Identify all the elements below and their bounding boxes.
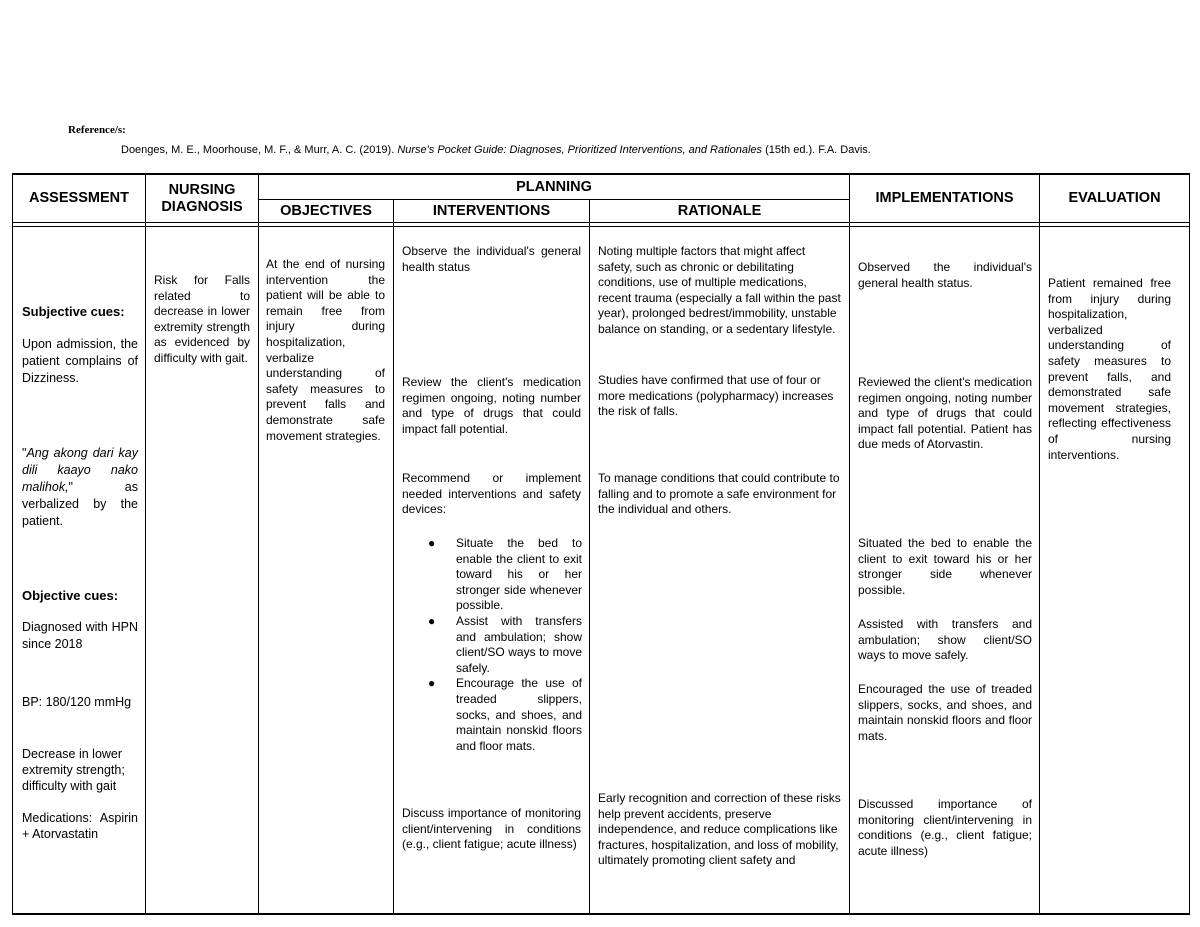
intervention-bullet-1	[402, 536, 582, 614]
header-interventions: INTERVENTIONS	[432, 202, 551, 219]
table-border-header-bottom	[12, 222, 1190, 223]
intervention-3: Recommend or implement needed interventions and safety devices:	[402, 471, 581, 517]
col-line-7	[1189, 173, 1190, 915]
quote-text: Ang akong dari kay dili kaayo nako malihok,	[22, 446, 138, 494]
intervention-bullet-2	[402, 614, 582, 676]
objective-cue-3: Decrease in lower extremity strength; difficulty with gait	[22, 747, 125, 793]
patient-quote: "Ang akong dari kay dili kaayo nako malihok," as verbalized by the patient.	[22, 446, 138, 528]
reference-heading: Reference/s:	[68, 124, 126, 136]
citation-book-title: Nurse's Pocket Guide: Diagnoses, Prioritized Interventions, and Rationales	[397, 144, 763, 156]
subjective-cues-label: Subjective cues:	[22, 304, 125, 319]
implementation-6: Discussed importance of monitoring client/intervening in conditions (e.g., client fatigue; acute illness)	[858, 797, 1032, 858]
header-implementations: IMPLEMENTATIONS	[875, 190, 1014, 206]
col-line-1	[145, 173, 146, 915]
intervention-bullet-3	[402, 676, 582, 754]
intervention-bullet-list	[402, 536, 582, 754]
intervention-4: Discuss importance of monitoring client/intervening in conditions (e.g., client fatigue; acute illness)	[402, 806, 581, 852]
header-objectives: OBJECTIVES	[280, 202, 372, 219]
rationale-2: Studies have confirmed that use of four or more medications (polypharmacy) increases the risk of falls.	[598, 373, 834, 419]
bullet-icon: ●	[428, 613, 436, 628]
subjective-cues-text: Upon admission, the patient complains of Dizziness.	[22, 337, 138, 385]
intervention-1: Observe the individual's general health status	[402, 244, 581, 274]
table-border-bottom	[12, 913, 1190, 915]
rationale-1: Noting multiple factors that might affect safety, such as chronic or debilitating conditions, use of multiple medications, recent trauma (especially a fall within the past year), prolonged bedrest/immobility, unstable balance on standing, or a sedentary lifestyle.	[598, 244, 841, 336]
intervention-bullet-3-text: Encourage the use of treaded slippers, socks, and shoes, and maintain nonskid floors and floor mats.	[456, 676, 582, 753]
implementation-3: Situated the bed to enable the client to exit toward his or her stronger side whenever possible.	[858, 536, 1032, 597]
header-nursing-diagnosis: NURSING DIAGNOSIS	[161, 181, 243, 215]
implementation-4: Assisted with transfers and ambulation; show client/SO ways to move safely.	[858, 617, 1032, 663]
header-evaluation: EVALUATION	[1068, 190, 1161, 206]
evaluation-text: Patient remained free from injury during hospitalization, verbalized understanding of safety measures to prevent falls, and demonstrated safe movement strategies, reflecting effectiveness of nursing interventions.	[1048, 276, 1171, 462]
bullet-icon: ●	[428, 676, 436, 691]
col-line-4	[589, 199, 590, 915]
implementation-1: Observed the individual's general health status.	[858, 260, 1032, 290]
nursing-diagnosis-text: Risk for Falls related to decrease in lower extremity strength as evidenced by difficulty with gait.	[154, 273, 250, 365]
intervention-2: Review the client's medication regimen ongoing, noting number and type of drugs that could impact fall potential.	[402, 375, 581, 436]
col-line-0	[12, 173, 13, 915]
implementation-5: Encouraged the use of treaded slippers, socks, and shoes, and maintain nonskid floors and floor mats.	[858, 682, 1032, 743]
objective-cue-4: Medications: Aspirin + Atorvastatin	[22, 811, 138, 841]
intervention-bullet-1-text: Situate the bed to enable the client to exit toward his or her stronger side whenever possible.	[456, 536, 582, 613]
citation-edition: (15th ed.). F.A. Davis.	[762, 144, 871, 156]
objectives-text: At the end of nursing intervention the patient will be able to remain free from injury during hospitalization, verbalize understanding of safety measures to prevent falls and demonstrate safe movement strategies.	[266, 257, 385, 443]
col-line-3	[393, 199, 394, 915]
col-line-2	[258, 173, 259, 915]
objective-cue-2: BP: 180/120 mmHg	[22, 695, 132, 709]
objective-cues-label: Objective cues:	[22, 588, 119, 603]
col-line-5	[849, 173, 850, 915]
rationale-3: To manage conditions that could contribute to falling and to promote a safe environment for the individual and others.	[598, 471, 840, 517]
header-planning: PLANNING	[516, 178, 592, 195]
objective-cue-1: Diagnosed with HPN since 2018	[22, 620, 138, 651]
col-line-6	[1039, 173, 1040, 915]
intervention-bullet-2-text: Assist with transfers and ambulation; show client/SO ways to move safely.	[456, 613, 582, 675]
table-border-header-bottom-2	[12, 226, 1190, 227]
implementation-2: Reviewed the client's medication regimen ongoing, noting number and type of drugs that could impact fall potential. Patient has due meds of Atorvastin.	[858, 375, 1032, 452]
quote-attribution: as verbalized by the patient.	[22, 480, 138, 528]
citation-authors: Doenges, M. E., Moorhouse, M. F., & Murr, A. C. (2019).	[121, 144, 398, 156]
header-rationale: RATIONALE	[677, 202, 762, 219]
bullet-icon: ●	[428, 536, 436, 550]
reference-citation	[121, 144, 871, 156]
header-assessment: ASSESSMENT	[29, 190, 129, 206]
rationale-4: Early recognition and correction of these risks help prevent accidents, preserve independence, and reduce complications like fractures, hospitalization, and loss of mobility, ultimately promoting client safety and	[598, 791, 841, 868]
